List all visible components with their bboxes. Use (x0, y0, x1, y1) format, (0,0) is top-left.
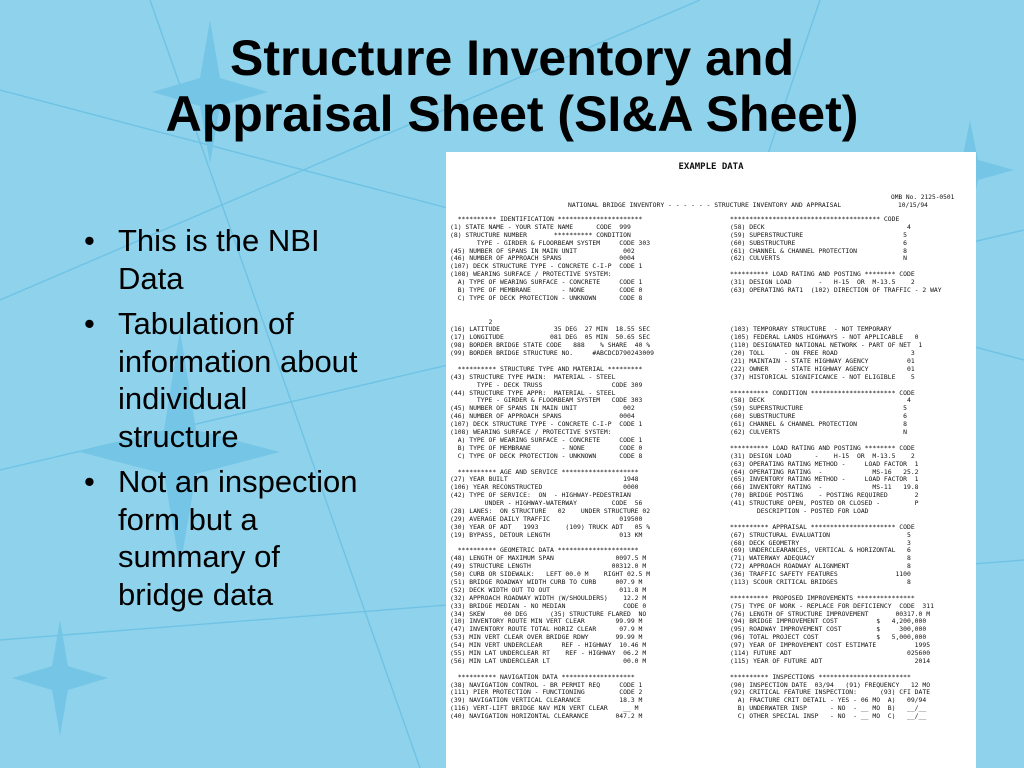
sheet-line: (49) STRUCTURE LENGTH 00312.0 M (450, 563, 647, 571)
sheet-line (730, 666, 974, 674)
sheet-line: (66) INVENTORY RATING - MS-11 19.8 (730, 484, 919, 492)
sheet-line: ********** PROPOSED IMPROVEMENTS *************** (730, 594, 915, 602)
sheet-line: A) TYPE OF WEARING SURFACE - CONCRETE CODE 1 (450, 436, 643, 444)
sheet-line: B) TYPE OF MEMBRANE - NONE CODE 0 (450, 287, 643, 295)
sheet-line: (111) PIER PROTECTION - FUNCTIONING CODE 2 (450, 689, 643, 697)
sheet-line: (103) TEMPORARY STRUCTURE - NOT TEMPORARY (730, 326, 892, 334)
bullet-icon: • (84, 223, 95, 258)
sheet-line: (107) DECK STRUCTURE TYPE - CONCRETE C-I-P CODE 1 (450, 421, 643, 429)
slide-title-line-2: Appraisal Sheet (SI&A Sheet) (165, 86, 859, 142)
sheet-line: (113) SCOUR CRITICAL BRIDGES 8 (730, 578, 911, 586)
sheet-line (730, 295, 974, 303)
bullet-icon: • (84, 464, 95, 499)
sheet-line: (59) SUPERSTRUCTURE 5 (730, 405, 907, 413)
sheet-heading: EXAMPLE DATA (678, 162, 744, 172)
sheet-line: (90) INSPECTION DATE 03/94 (91) FREQUENCY 12 MO (730, 681, 931, 689)
sheet-line: DESCRIPTION - POSTED FOR LOAD (730, 507, 869, 515)
sheet-line: (39) NAVIGATION VERTICAL CLEARANCE 18.3 M (450, 697, 643, 705)
sheet-line: (70) BRIDGE POSTING - POSTING REQUIRED 2 (730, 492, 919, 500)
sheet-line: (42) TYPE OF SERVICE: ON - HIGHWAY-PEDESTRIAN (450, 492, 631, 500)
sheet-line: TYPE - GIRDER & FLOORBEAM SYSTEM CODE 303 (450, 397, 643, 405)
sheet-line (450, 666, 712, 674)
sheet-line: C) TYPE OF DECK PROTECTION - UNKNOWN CODE 8 (450, 452, 643, 460)
sheet-line: (20) TOLL - ON FREE ROAD 3 (730, 350, 915, 358)
sheet-line: (105) FEDERAL LANDS HIGHWAYS - NOT APPLICABLE 0 (730, 334, 919, 342)
sheet-line: (59) SUPERSTRUCTURE 5 (730, 231, 907, 239)
sheet-line: (56) MIN LAT UNDERCLEAR LT 00.0 M (450, 657, 647, 665)
sheet-line: C) OTHER SPECIAL INSP - NO - __ MO C) __/__ (730, 713, 927, 721)
sheet-line: *************************************** CODE (730, 216, 900, 223)
sheet-line (450, 358, 712, 366)
sheet-line: (98) BORDER BRIDGE STATE CODE 888 % SHARE 40 % (450, 342, 651, 350)
sheet-line (730, 382, 974, 390)
bullet-line: individual (118, 381, 248, 416)
sheet-line: A) TYPE OF WEARING SURFACE - CONCRETE CODE 1 (450, 279, 643, 287)
sheet-line (450, 540, 712, 548)
sheet-line: ********** APPRAISAL ********************** CODE (730, 523, 915, 531)
omb-date: 10/15/94 (898, 202, 928, 209)
bullet-icon: • (84, 306, 95, 341)
sheet-line: (19) BYPASS, DETOUR LENGTH 013 KM (450, 531, 643, 539)
sheet-line: (1) STATE NAME - YOUR STATE NAME CODE 999 (450, 223, 631, 231)
sheet-right-column (730, 216, 974, 721)
sheet-line: ********** STRUCTURE TYPE AND MATERIAL ********* (450, 365, 643, 373)
sheet-line (730, 303, 974, 311)
bullet-list (82, 222, 442, 621)
sheet-line: (41) STRUCTURE OPEN, POSTED OR CLOSED - P (730, 500, 919, 508)
sheet-line: (58) DECK 4 (730, 397, 911, 405)
sheet-line: (34) SKEW 00 DEG (35) STRUCTURE FLARED NO (450, 610, 647, 618)
sheet-line: (108) WEARING SURFACE / PROTECTIVE SYSTEM: (450, 429, 612, 437)
sheet-line (730, 587, 974, 595)
sheet-line: (53) MIN VERT CLEAR OVER BRIDGE RDWY 99.99 M (450, 634, 643, 642)
bullet-line: form but a (118, 501, 258, 537)
sheet-line: (46) NUMBER OF APPROACH SPANS 0004 (450, 255, 635, 263)
bullet-line: This is the NBI (118, 223, 320, 258)
sheet-line: (22) OWNER - STATE HIGHWAY AGENCY 01 (730, 365, 915, 373)
sheet-line: ********** IDENTIFICATION ********************** (450, 216, 643, 223)
sheet-line: (51) BRIDGE ROADWAY WIDTH CURB TO CURB 007.9 M (450, 578, 643, 586)
sheet-line: (46) NUMBER OF APPROACH SPANS 0004 (450, 413, 635, 421)
sheet-line: (61) CHANNEL & CHANNEL PROTECTION 8 (730, 247, 907, 255)
sheet-line: (69) UNDERCLEARANCES, VERTICAL & HORIZONTAL 6 (730, 547, 911, 555)
sheet-line: (52) DECK WIDTH OUT TO OUT 011.8 M (450, 586, 647, 594)
sheet-line: ********** CONDITION ********************** CODE (730, 389, 915, 397)
sheet-line: (110) DESIGNATED NATIONAL NETWORK - PART OF NET 1 (730, 342, 923, 350)
sheet-line: (48) LENGTH OF MAXIMUM SPAN 0097.5 M (450, 555, 647, 563)
sheet-line: TYPE - GIRDER & FLOORBEAM SYSTEM CODE 303 (450, 239, 651, 247)
sheet-line: (107) DECK STRUCTURE TYPE - CONCRETE C-I-P CODE 1 (450, 263, 643, 271)
sheet-line: (31) DESIGN LOAD - H-15 OR M-13.5 2 (730, 452, 915, 460)
sheet-line: (45) NUMBER OF SPANS IN MAIN UNIT 002 (450, 405, 635, 413)
sheet-line: (62) CULVERTS N (730, 255, 907, 263)
sheet-line (730, 516, 974, 524)
sheet-line: (45) NUMBER OF SPANS IN MAIN UNIT 002 (450, 247, 635, 255)
sheet-line: (36) TRAFFIC SAFETY FEATURES 1100 (730, 571, 911, 579)
sheet-line: ********** LOAD RATING AND POSTING ******** CODE (730, 444, 915, 452)
sheet-line: (30) YEAR OF ADT 1993 (109) TRUCK ADT 05 % (450, 523, 651, 531)
sheet-line: (75) TYPE OF WORK - REPLACE FOR DEFICIENCY CODE 311 (730, 602, 934, 610)
sheet-line: UNDER - HIGHWAY-WATERWAY CODE 56 (450, 500, 643, 508)
sheet-line: (94) BRIDGE IMPROVEMENT COST $ 4,200,000 (730, 618, 927, 626)
sheet-line: (29) AVERAGE DAILY TRAFFIC 019500 (450, 515, 643, 523)
slide-title-line-1: Structure Inventory and (230, 30, 794, 86)
sheet-line (730, 437, 974, 445)
sheet-line: (54) MIN VERT UNDERCLEAR REF - HIGHWAY 10.46 M (450, 642, 647, 650)
sheet-line: (97) YEAR OF IMPROVEMENT COST ESTIMATE 1995 (730, 642, 931, 650)
sheet-line: (96) TOTAL PROJECT COST $ 5,000,000 (730, 634, 927, 642)
sheet-line: (44) STRUCTURE TYPE APPR: MATERIAL - STEEL (450, 389, 616, 397)
sheet-line: (71) WATERWAY ADEQUACY 8 (730, 555, 911, 563)
sheet-line: (60) SUBSTRUCTURE 6 (730, 239, 907, 247)
form-title: NATIONAL BRIDGE INVENTORY - - - - - - STRUCTURE INVENTORY AND APPRAISAL (568, 201, 842, 209)
sheet-line (730, 319, 974, 327)
sheet-line: (99) BORDER BRIDGE STRUCTURE NO. #ABCDCD790243009 (450, 350, 654, 358)
sheet-line: ********** GEOMETRIC DATA ********************* (450, 547, 639, 555)
sheet-line: (32) APPROACH ROADWAY WIDTH (W/SHOULDERS) 12.2 M (450, 594, 647, 602)
sheet-line: C) TYPE OF DECK PROTECTION - UNKNOWN CODE 8 (450, 294, 643, 302)
sheet-line (450, 461, 712, 469)
sheet-line: (55) MIN LAT UNDERCLEAR RT REF - HIGHWAY 06.2 M (450, 649, 647, 657)
sheet-line: (61) CHANNEL & CHANNEL PROTECTION 8 (730, 421, 907, 429)
sheet-line: B) TYPE OF MEMBRANE - NONE CODE 0 (450, 444, 643, 452)
sheet-line: (40) NAVIGATION HORIZONTAL CLEARANCE 047.2 M (450, 713, 643, 721)
bullet-line: summary of (118, 539, 280, 574)
sheet-line: (72) APPROACH ROADWAY ALIGNMENT 8 (730, 563, 911, 571)
bullet-line: bridge data (118, 576, 274, 612)
bullet-line: information about (118, 343, 358, 379)
sheet-line (450, 311, 712, 319)
sheet-line: (43) STRUCTURE TYPE MAIN: MATERIAL - STEEL (450, 373, 616, 381)
sheet-line: ********** INSPECTIONS ************************ (730, 673, 911, 681)
sheet-line: (38) NAVIGATION CONTROL - BR PERMIT REQ CODE 1 (450, 681, 643, 689)
sheet-line: (47) INVENTORY ROUTE TOTAL HORIZ CLEAR 07.9 M (450, 626, 643, 634)
sheet-line: ********** LOAD RATING AND POSTING ******** CODE (730, 271, 915, 279)
sheet-line (730, 263, 974, 271)
sheet-line: (58) DECK 4 (730, 223, 911, 231)
sheet-line: (67) STRUCTURAL EVALUATION 5 (730, 531, 911, 539)
sheet-line: (50) CURB OR SIDEWALK: LEFT 00.0 M RIGHT 02.5 M (450, 571, 651, 579)
sheet-line: (28) LANES: ON STRUCTURE 02 UNDER STRUCTURE 02 (450, 507, 651, 515)
sheet-line: (95) ROADWAY IMPROVEMENT COST $ 300,000 (730, 626, 927, 634)
slide-title (0, 30, 1024, 142)
sheet-line: 2 (450, 318, 493, 326)
sheet-line: (64) OPERATING RATING - MS-16 25.2 (730, 468, 919, 476)
sheet-line: (63) OPERATING RAT1 (102) DIRECTION OF TRAFFIC - 2 WAY (730, 287, 942, 295)
bullet-item (82, 222, 442, 297)
sheet-line: ********** NAVIGATION DATA ******************* (450, 673, 635, 681)
sheet-line: (21) MAINTAIN - STATE HIGHWAY AGENCY 01 (730, 358, 915, 366)
bullet-line: Not an inspection (118, 464, 358, 499)
bullet-line: Data (118, 260, 184, 296)
sheet-line: (116) VERT-LIFT BRIDGE NAV MIN VERT CLEAR __ M (450, 705, 639, 713)
bullet-item (82, 463, 442, 613)
sheet-line: (31) DESIGN LOAD - H-15 OR M-13.5 2 (730, 279, 915, 287)
sheet-line: (62) CULVERTS N (730, 429, 907, 437)
sheet-line: (92) CRITICAL FEATURE INSPECTION: (93) CFI DATE (730, 689, 931, 697)
bullet-line: structure (118, 418, 239, 454)
sheet-line (450, 303, 712, 311)
sheet-line: TYPE - DECK TRUSS CODE 309 (450, 381, 643, 389)
omb-number: OMB No. 2125-0501 (891, 194, 955, 201)
sheet-line: (17) LONGITUDE 081 DEG 05 MIN 50.65 SEC (450, 334, 651, 342)
bullet-line: Tabulation of (118, 306, 294, 341)
sheet-line: (115) YEAR OF FUTURE ADT 2014 (730, 657, 931, 665)
sheet-line: (108) WEARING SURFACE / PROTECTIVE SYSTEM: (450, 271, 612, 279)
sheet-line: ********** AGE AND SERVICE ******************** (450, 468, 639, 476)
sheet-line: (106) YEAR RECONSTRUCTED 0000 (450, 484, 639, 492)
sheet-line: (8) STRUCTURE NUMBER ********** CONDITION (450, 231, 631, 239)
sheet-line: B) UNDERWATER INSP - NO - __ MO B) __/__ (730, 705, 927, 713)
sheet-line (730, 311, 974, 319)
sheet-line: (68) DECK GEOMETRY 3 (730, 539, 911, 547)
sheet-line: (65) INVENTORY RATING METHOD - LOAD FACTOR 1 (730, 476, 919, 484)
sheet-line: (10) INVENTORY ROUTE MIN VERT CLEAR 99.99 M (450, 618, 643, 626)
sheet-line: (76) LENGTH OF STRUCTURE IMPROVEMENT 00317.0 M (730, 610, 931, 618)
sia-sheet-image (446, 152, 976, 768)
sheet-line: A) FRACTURE CRIT DETAIL - YES - 06 MO A) 09/94 (730, 697, 927, 705)
sheet-line: (33) BRIDGE MEDIAN - NO MEDIAN CODE 0 (450, 602, 647, 610)
sheet-line: (37) HISTORICAL SIGNIFICANCE - NOT ELIGIBLE 5 (730, 373, 915, 381)
sheet-left-column (450, 216, 712, 721)
sheet-line: (16) LATITUDE 35 DEG 27 MIN 18.55 SEC (450, 326, 651, 334)
bullet-item (82, 305, 442, 455)
sheet-line: (60) SUBSTRUCTURE 6 (730, 413, 907, 421)
sheet-line: (114) FUTURE ADT 025600 (730, 649, 931, 657)
sheet-line: (63) OPERATING RATING METHOD - LOAD FACTOR 1 (730, 460, 919, 468)
sheet-line: (27) YEAR BUILT 1948 (450, 476, 639, 484)
